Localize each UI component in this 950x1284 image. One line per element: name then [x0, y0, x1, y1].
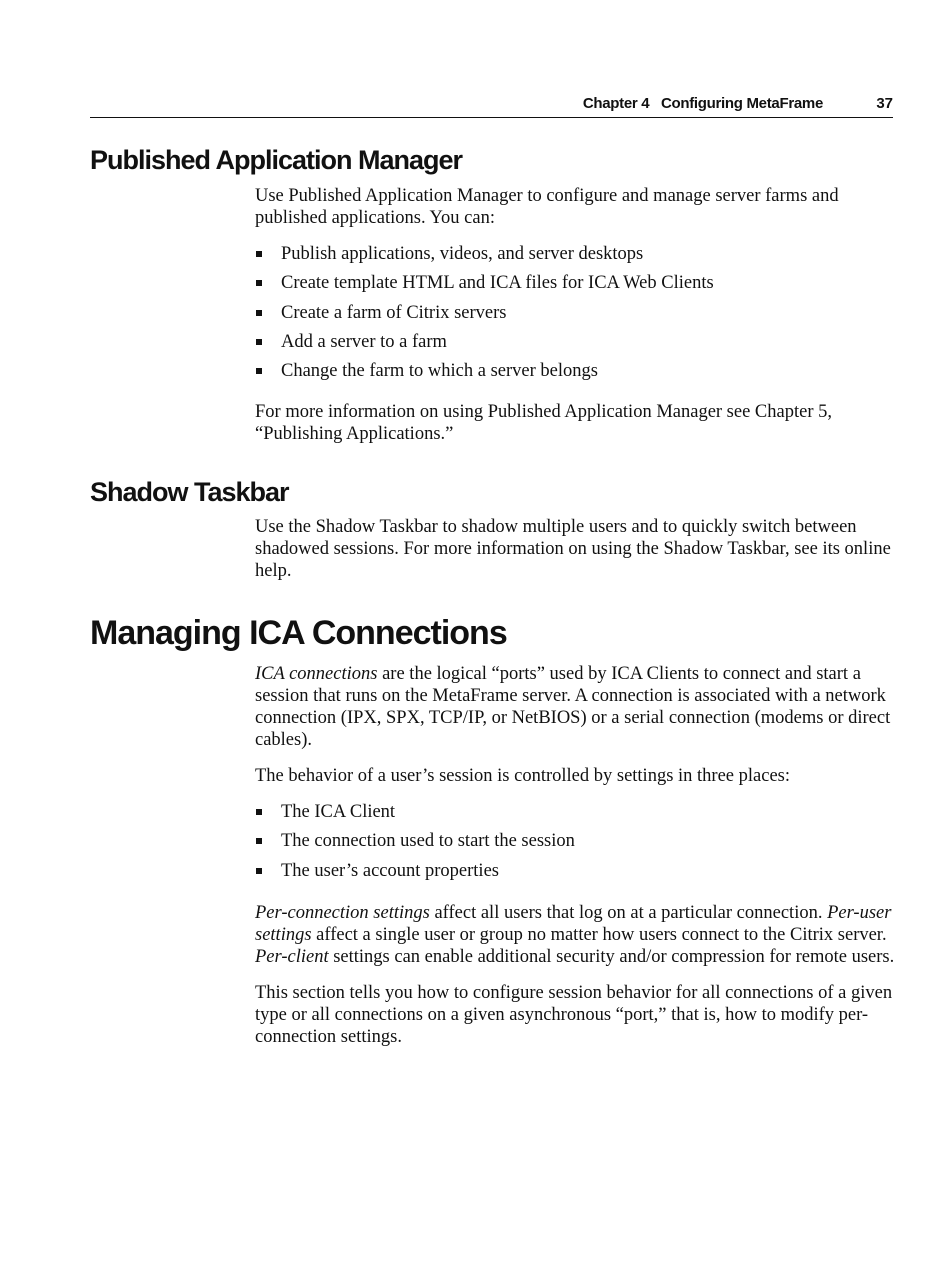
shadow-taskbar-paragraph: Use the Shadow Taskbar to shadow multiple users and to quickly switch between shadowed sessions. For more information on using the Shadow Taskbar, see its online help. — [255, 517, 891, 581]
chapter-title: Chapter 4 Configuring MetaFrame — [582, 95, 823, 112]
term-per-client: Per-client — [255, 946, 329, 967]
settings-types-paragraph — [255, 902, 895, 968]
ica-connections-paragraph — [255, 663, 895, 751]
settings-text-1: affect all users that log on at a particular connection. — [429, 902, 828, 923]
term-per-connection: Per-connection settings — [255, 902, 430, 923]
settings-text-2: affect a single user or group no matter how users connect to the Citrix server. — [311, 924, 887, 945]
section-shadow-taskbar — [255, 516, 895, 582]
settings-places-list — [255, 801, 895, 889]
more-info-paragraph: For more information on using Published Application Manager see Chapter 5, “Publishing Applications.” — [255, 402, 832, 445]
section-published-application-manager — [255, 185, 895, 445]
section-summary-paragraph: This section tells you how to configure session behavior for all connections of a given type or all connections on a given asynchronous “port,” that is, how to modify per-connection settings. — [255, 982, 893, 1047]
list-item: Change the farm to which a server belongs — [255, 360, 895, 389]
settings-text-3: settings can enable additional security and/or compression for remote users. — [328, 946, 895, 967]
running-header — [90, 93, 893, 118]
ica-connections-text: are the logical “ports” used by ICA Clients to connect and start a session that runs on the MetaFrame server. A connection is associated with a network connection (IPX, SPX, TCP/IP, or NetBIOS) or a serial connection (modems or direct cables). — [255, 664, 891, 750]
list-item: Publish applications, videos, and server desktops — [255, 243, 895, 272]
heading-shadow-taskbar: Shadow Taskbar — [90, 477, 289, 507]
term-ica-connections: ICA connections — [255, 664, 378, 684]
behavior-paragraph: The behavior of a user’s session is controlled by settings in three places: — [255, 766, 791, 786]
term-per-user: Per-user settings — [255, 902, 892, 945]
list-item: Create template HTML and ICA files for ICA Web Clients — [255, 272, 895, 301]
heading-managing-ica-connections: Managing ICA Connections — [90, 614, 507, 652]
capabilities-list — [255, 243, 895, 389]
list-item: The ICA Client — [255, 801, 895, 830]
list-item: Create a farm of Citrix servers — [255, 302, 895, 331]
list-item: Add a server to a farm — [255, 331, 895, 360]
heading-published-application-manager: Published Application Manager — [90, 145, 463, 175]
section-managing-ica-connections — [255, 663, 895, 1048]
list-item: The user’s account properties — [255, 860, 895, 889]
page-number: 37 — [876, 95, 893, 112]
intro-paragraph: Use Published Application Manager to configure and manage server farms and published applications. You can: — [255, 186, 839, 228]
list-item: The connection used to start the session — [255, 830, 895, 859]
